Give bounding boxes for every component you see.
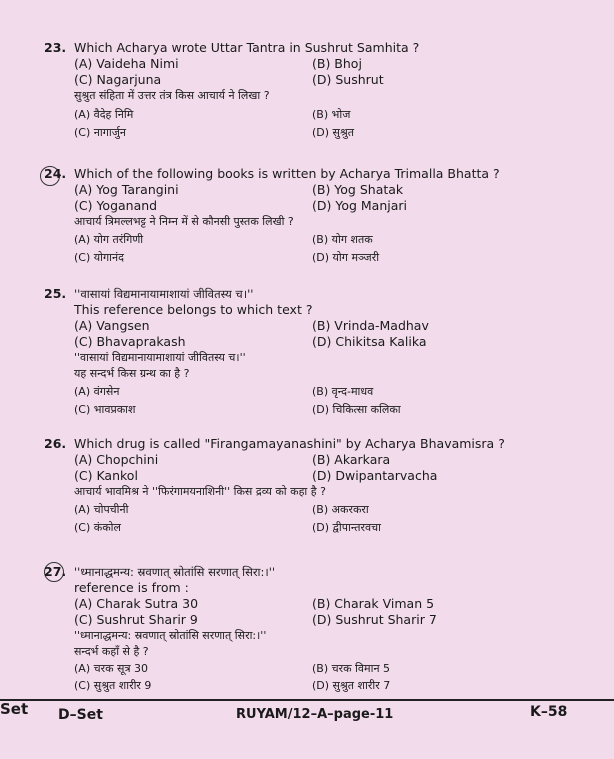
hindi-option-b: (B) चरक विमान 5 <box>312 662 391 675</box>
question-23 <box>44 40 564 141</box>
question-text: reference is from : <box>74 580 189 595</box>
hindi-option-a: (A) चोपचीनी <box>74 503 129 516</box>
hindi-quote: ''ध्मानाद्धमन्य: स्रवणात् स्रोतांसि सरणात् सिरा:।'' <box>74 629 267 642</box>
hindi-option-a: (A) चरक सूत्र 30 <box>74 662 149 675</box>
hindi-option-b: (B) योग शतक <box>312 233 373 246</box>
footer-page-code: RUYAM/12–A–page-11 <box>236 707 394 722</box>
option-c: (C) Nagarjuna <box>74 72 162 87</box>
hindi-option-d: (D) चिकित्सा कलिका <box>312 403 401 416</box>
option-d: (D) Dwipantarvacha <box>312 468 438 483</box>
question-text: Which Acharya wrote Uttar Tantra in Sushrut Samhita ? <box>74 40 420 55</box>
footer-edge-text: Set <box>0 700 29 718</box>
option-d: (D) Sushrut <box>312 72 384 87</box>
question-number: 26. <box>44 436 67 451</box>
hindi-option-c: (C) योगानंद <box>74 251 124 264</box>
hindi-quote: ''वासायां विद्यमानायामाशायां जीवितस्य च।'' <box>74 351 246 364</box>
option-d: (D) Yog Manjari <box>312 198 407 213</box>
option-b: (B) Akarkara <box>312 452 391 467</box>
option-b: (B) Bhoj <box>312 56 362 71</box>
question-26 <box>44 436 564 536</box>
footer-divider <box>0 699 614 701</box>
question-number: 25. <box>44 286 67 301</box>
option-c: (C) Sushrut Sharir 9 <box>74 612 198 627</box>
option-c: (C) Bhavaprakash <box>74 334 186 349</box>
hindi-question: सन्दर्भ कहाँ से है ? <box>74 645 149 658</box>
hindi-option-c: (C) नागार्जुन <box>74 126 127 139</box>
question-24 <box>44 166 564 266</box>
option-a: (A) Vangsen <box>74 318 150 333</box>
option-b: (B) Charak Viman 5 <box>312 596 435 611</box>
question-number: 23. <box>44 40 67 55</box>
hindi-option-a: (A) वंगसेन <box>74 385 120 398</box>
question-27 <box>44 564 564 694</box>
hindi-option-c: (C) कंकोल <box>74 521 121 534</box>
hindi-question: आचार्य त्रिमल्लभट्ट ने निम्न में से कौनसी पुस्तक लिखी ? <box>74 215 294 228</box>
question-quote: ''ध्मानाद्धमन्य: स्रवणात् स्रोतांसि सरणात् सिरा:।'' <box>74 565 276 579</box>
option-a: (A) Yog Tarangini <box>74 182 179 197</box>
hindi-option-a: (A) योग तरंगिणी <box>74 233 144 246</box>
question-text: This reference belongs to which text ? <box>74 302 313 317</box>
hindi-option-d: (D) सुश्रुत <box>312 126 355 139</box>
option-a: (A) Chopchini <box>74 452 159 467</box>
question-quote: ''वासायां विद्यमानायामाशायां जीवितस्य च।'' <box>74 287 254 301</box>
option-d: (D) Sushrut Sharir 7 <box>312 612 437 627</box>
question-text: Which of the following books is written by Acharya Trimalla Bhatta ? <box>74 166 500 181</box>
option-a: (A) Charak Sutra 30 <box>74 596 199 611</box>
hindi-option-a: (A) वैदेह निमि <box>74 108 134 121</box>
hindi-option-b: (B) भोज <box>312 108 351 121</box>
option-a: (A) Vaideha Nimi <box>74 56 179 71</box>
hindi-option-b: (B) वृन्द-माधव <box>312 385 374 398</box>
footer-set: D–Set <box>58 707 103 723</box>
option-d: (D) Chikitsa Kalika <box>312 334 427 349</box>
hindi-question: आचार्य भावमिश्र ने ''फिरंगामयनाशिनी'' किस द्रव्य को कहा है ? <box>74 485 326 498</box>
option-c: (C) Kankol <box>74 468 138 483</box>
hindi-option-d: (D) योग मञ्जरी <box>312 251 380 264</box>
question-text: Which drug is called "Firangamayanashini" by Acharya Bhavamisra ? <box>74 436 505 451</box>
question-25 <box>44 286 564 418</box>
hindi-option-d: (D) द्वीपान्तरवचा <box>312 521 381 534</box>
option-b: (B) Vrinda-Madhav <box>312 318 429 333</box>
hindi-question: सुश्रुत संहिता में उत्तर तंत्र किस आचार्य ने लिखा ? <box>74 89 270 102</box>
option-c: (C) Yoganand <box>74 198 158 213</box>
question-number: 24. <box>44 166 67 181</box>
hindi-question: यह सन्दर्भ किस ग्रन्थ का है ? <box>74 367 190 380</box>
hindi-option-c: (C) सुश्रुत शारीर 9 <box>74 679 152 692</box>
question-number: 27. <box>44 564 67 579</box>
hindi-option-c: (C) भावप्रकाश <box>74 403 136 416</box>
hindi-option-d: (D) सुश्रुत शारीर 7 <box>312 679 391 692</box>
option-b: (B) Yog Shatak <box>312 182 404 197</box>
hindi-option-b: (B) अकरकरा <box>312 503 369 516</box>
footer-code: K–58 <box>530 704 568 720</box>
